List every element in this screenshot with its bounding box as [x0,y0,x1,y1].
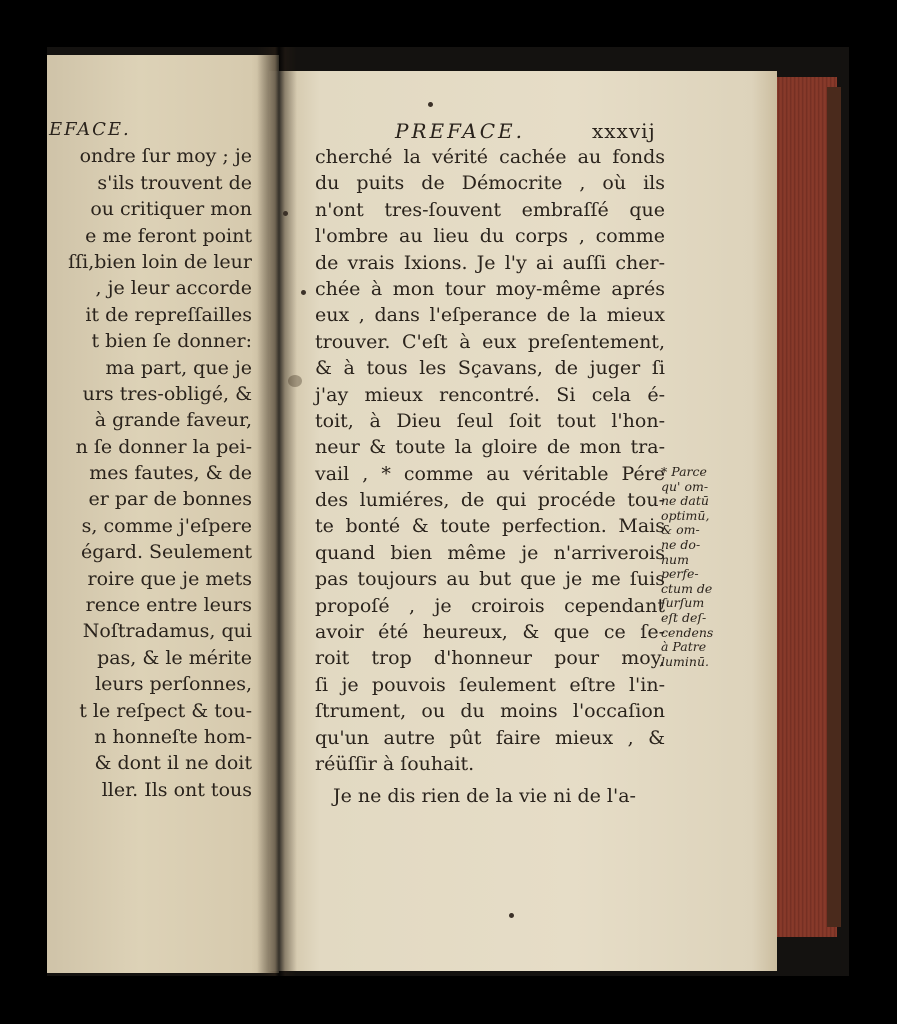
text-line: e me feront point [85,224,252,247]
text-line: quand bien même je n'arriverois [315,541,665,564]
marginal-line: ſurſum [661,595,705,611]
text-line: , je leur accorde [95,277,252,300]
text-line: ou critiquer mon [90,198,252,221]
text-line: du puits de Démocrite , où ils [315,172,665,195]
text-line: j'ay mieux rencontré. Si cela é- [315,383,665,406]
text-line: ller. Ils ont tous [101,778,252,801]
page-number: xxxvij [592,119,656,143]
closing-line: Je ne dis rien de la vie ni de l'a- [333,785,636,808]
text-line: leurs perſonnes, [95,673,252,696]
text-line: vail , * comme au véritable Pére [315,462,665,485]
text-line: te bonté & toute perfection. Mais [315,515,665,538]
text-line: er par de bonnes [88,488,252,511]
marginal-line: cendens [661,624,714,640]
text-line: eux , dans l'eſperance de la mieux [315,304,665,327]
ink-speck [509,913,514,918]
page-stain [288,375,302,387]
text-line: s'ils trouvent de [97,171,252,194]
marginal-line: * Parce [661,464,707,479]
text-line: l'ombre au lieu du corps , comme [315,225,665,248]
text-line: & à tous les Sçavans, de juger ſi [315,357,665,380]
text-line: it de repreſſailles [85,303,252,326]
ink-speck [283,211,288,216]
left-page [47,55,279,973]
text-line: pas, & le mérite [97,646,252,669]
marginal-note [661,465,721,669]
marginal-line: ne datū [661,493,709,509]
marginal-line: perfe- [661,566,699,582]
text-line: propoſé , je croirois cependant [315,594,665,617]
text-line: pas toujours au but que je me ſuis [315,568,665,591]
text-line: réüſſir à ſouhait. [315,752,475,775]
marginal-line: optimū, [661,507,710,523]
text-line: n ſe donner la pei- [75,435,252,458]
text-line: de vrais Ixions. Je l'y ai auſſi cher- [315,251,665,274]
text-line: égard. Seulement [80,541,252,564]
left-text-lines [47,143,252,803]
text-line: mes fautes, & de [89,462,252,485]
text-line: ſi je pouvois ſeulement eſtre l'in- [315,673,665,696]
text-line: ſtrument, ou du moins l'occaſion [315,700,665,723]
text-line: ondre ſur moy ; je [79,145,252,168]
text-line: Noſtradamus, qui [82,620,252,643]
marginal-line: & om- [661,522,700,538]
right-text-lines [315,144,665,777]
text-line: t le reſpect & tou- [79,699,252,722]
running-head: PREFACE. [395,119,525,143]
text-line: roit trop d'honneur pour moy, [315,647,665,670]
text-line: neur & toute la gloire de mon tra- [315,436,665,459]
book-scan [47,47,849,976]
left-running-head: EFACE. [49,119,131,140]
marginal-line: num [661,551,689,567]
text-line: qu'un autre pût faire mieux , & [315,726,665,749]
text-line: n'ont tres-ſouvent embraſſé que [315,198,665,221]
text-line: cherché la vérité cachée au fonds [315,146,665,168]
marginal-note-lines [661,465,721,669]
text-line: des lumiéres, de qui procéde tou- [315,489,665,512]
text-line: trouver. C'eſt à eux preſentement, [315,330,665,353]
cover-edge [827,87,841,927]
text-line: s, comme j'eſpere [81,514,252,537]
left-page-text [47,117,252,803]
marginal-line: luminū. [661,653,709,669]
text-line: ſſi,bien loin de leur [68,250,252,273]
text-line: & dont il ne doit [94,752,252,775]
text-line: chée à mon tour moy-même aprés [315,277,665,300]
book-gutter [257,47,297,976]
marginal-line: qu' om- [661,478,709,494]
text-line: à grande faveur, [94,409,252,432]
text-line: ma part, que je [105,356,252,379]
text-line: roire que je mets [87,567,252,590]
right-page-text [315,144,665,810]
text-line: t bien ſe donner: [91,330,252,353]
ink-speck [301,290,306,295]
marginal-line: eſt deſ- [661,609,707,625]
text-line: toit, à Dieu ſeul ſoit tout l'hon- [315,409,665,432]
text-line: n honneſte hom- [94,725,252,748]
ink-speck [428,102,433,107]
text-line: urs tres-obligé, & [82,382,252,405]
text-line: avoir été heureux, & que ce ſe- [315,621,665,644]
marginal-line: ne do- [661,536,701,552]
marginal-line: à Patre [661,639,707,655]
text-line: rence entre leurs [85,594,252,617]
marginal-line: ctum de [661,580,713,596]
